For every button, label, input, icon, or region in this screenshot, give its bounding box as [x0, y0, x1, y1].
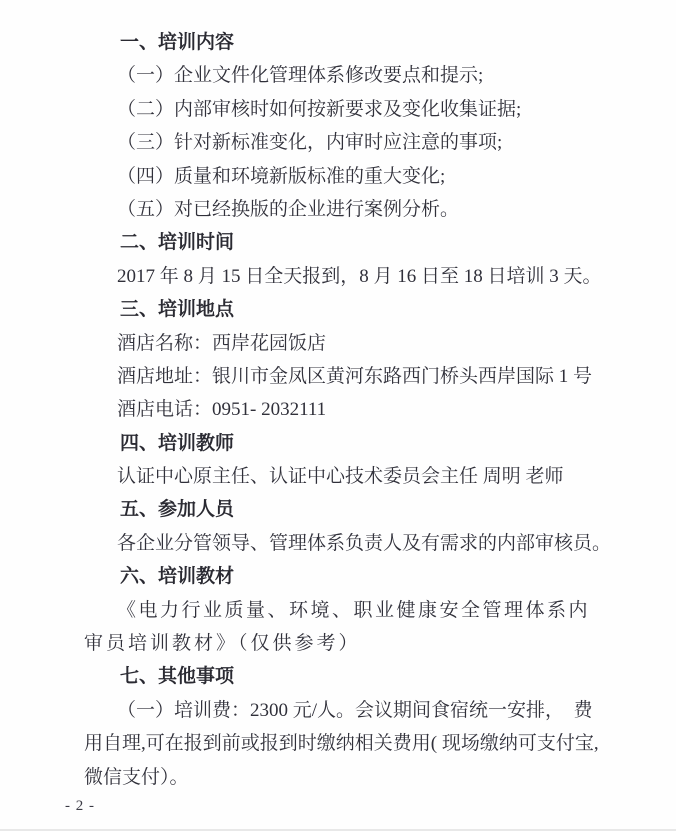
training-content-item-5: （五）对已经换版的企业进行案例分析。: [117, 198, 460, 220]
training-content-item-4: （四）质量和环境新版标准的重大变化;: [117, 165, 446, 187]
fee-text-line-3: 微信支付）。: [84, 766, 189, 788]
participants-text: 各企业分管领导、管理体系负责人及有需求的内部审核员。: [117, 532, 612, 554]
section-heading-other-matters: 七、其他事项: [120, 666, 235, 688]
section-heading-participants: 五、参加人员: [120, 499, 235, 521]
hotel-address-line: 酒店地址：银川市金凤区黄河东路西门桥头西岸国际 1 号: [117, 365, 593, 387]
fee-text-line-2: 用自理,可在报到前或报到时缴纳相关费用( 现场缴纳可支付宝,: [84, 733, 599, 755]
training-content-item-3: （三）针对新标准变化，内审时应注意的事项;: [117, 132, 503, 154]
teacher-text: 认证中心原主任、认证中心技术委员会主任 周明 老师: [117, 466, 564, 488]
section-heading-training-materials: 六、培训教材: [120, 566, 235, 588]
hotel-phone-line: 酒店电话：0951- 2032111: [117, 399, 327, 421]
materials-text-line-1: 《电力行业质量、环境、职业健康安全管理体系内: [117, 599, 591, 621]
section-heading-training-time: 二、培训时间: [120, 232, 235, 254]
training-content-item-2: （二）内部审核时如何按新要求及变化收集证据;: [117, 98, 522, 120]
training-time-text: 2017 年 8 月 15 日全天报到，8 月 16 日至 18 日培训 3 天。: [117, 265, 602, 287]
fee-text-line-1: （一）培训费：2300 元/人。会议期间食宿统一安排， 费: [117, 699, 593, 721]
hotel-name-line: 酒店名称：西岸花园饭店: [117, 332, 327, 354]
document-page: [65, 26, 612, 815]
materials-text-line-2: 审员培训教材》（仅供参考）: [84, 633, 361, 655]
training-content-item-1: （一）企业文件化管理体系修改要点和提示;: [117, 65, 484, 87]
section-heading-training-content: 一、培训内容: [120, 32, 235, 53]
section-heading-training-teacher: 四、培训教师: [120, 432, 235, 454]
section-heading-training-location: 三、培训地点: [120, 299, 235, 321]
page-number: - 2 -: [65, 797, 95, 814]
